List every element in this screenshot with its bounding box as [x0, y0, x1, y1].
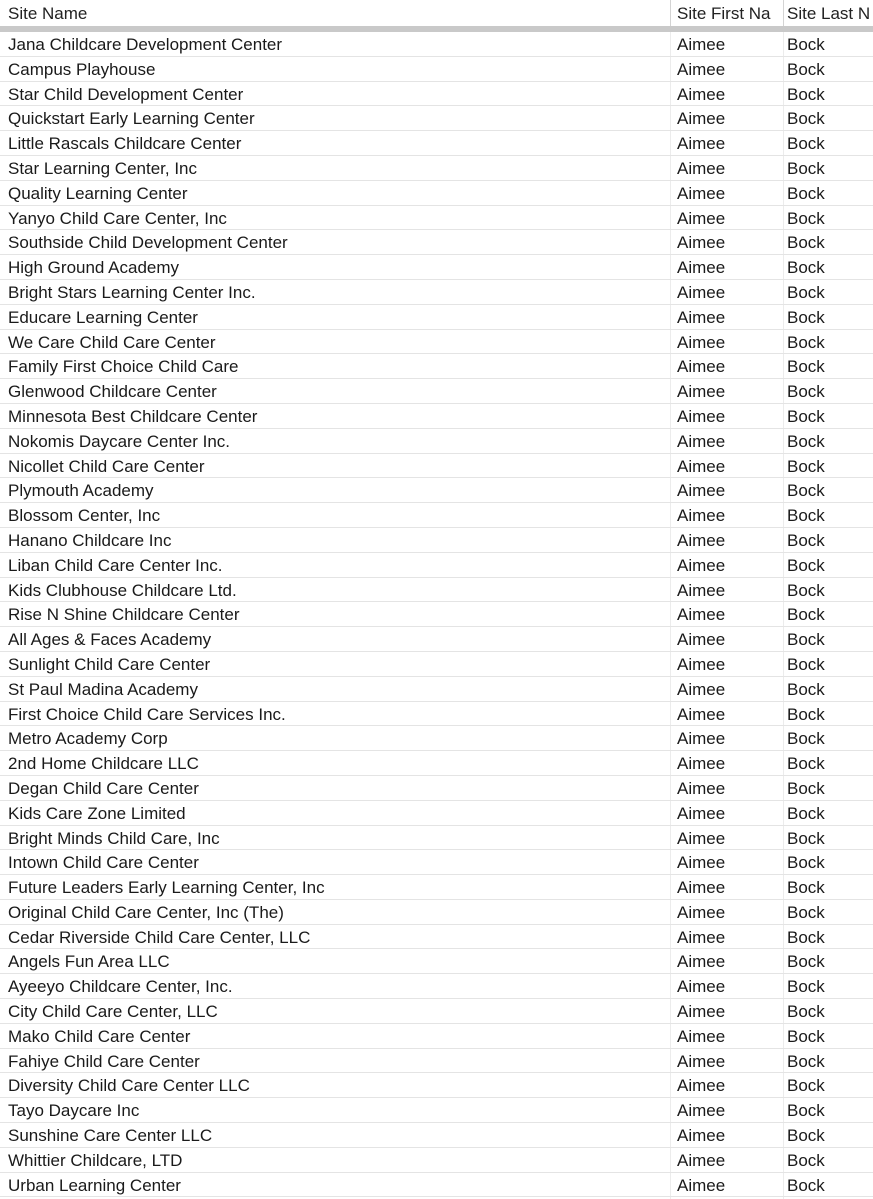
cell-site-first-name[interactable]: Aimee [677, 580, 726, 600]
cell-site-first-name[interactable]: Aimee [677, 878, 726, 898]
cell-site-first-name[interactable]: Aimee [677, 1002, 726, 1022]
cell-site-first-name[interactable]: Aimee [677, 902, 726, 922]
cell-site-name[interactable]: All Ages & Faces Academy [8, 630, 212, 650]
cell-site-first-name[interactable]: Aimee [677, 109, 726, 129]
table-body [0, 32, 873, 1197]
cell-site-name[interactable]: Diversity Child Care Center LLC [8, 1076, 250, 1096]
cell-site-last-name[interactable]: Bock [787, 183, 825, 203]
cell-site-last-name[interactable]: Bock [787, 778, 825, 798]
column-header-site-last-name[interactable]: Site Last N [787, 4, 871, 23]
cell-site-name[interactable]: Campus Playhouse [8, 59, 156, 79]
cell-site-name[interactable]: Jana Childcare Development Center [8, 35, 283, 54]
cell-site-name[interactable]: Quickstart Early Learning Center [8, 109, 255, 129]
table-row[interactable] [0, 1173, 873, 1198]
cell-site-name[interactable]: St Paul Madina Academy [8, 679, 198, 699]
cell-site-name[interactable]: Degan Child Care Center [8, 778, 199, 798]
cell-site-name[interactable]: Cedar Riverside Child Care Center, LLC [8, 927, 311, 947]
cell-site-name[interactable]: Bright Stars Learning Center Inc. [8, 282, 256, 302]
cell-site-first-name[interactable]: Aimee [677, 406, 726, 426]
table-row[interactable] [0, 106, 873, 131]
cell-site-first-name[interactable]: Aimee [677, 679, 726, 699]
table-row[interactable] [0, 702, 873, 727]
cell-site-first-name[interactable]: Aimee [677, 977, 726, 997]
cell-site-last-name[interactable]: Bock [787, 332, 825, 352]
cell-site-name[interactable]: Ayeeyo Childcare Center, Inc. [8, 977, 233, 997]
table-row[interactable] [0, 602, 873, 627]
cell-site-name[interactable]: Original Child Care Center, Inc (The) [8, 902, 284, 922]
cell-site-last-name[interactable]: Bock [787, 233, 825, 253]
cell-site-name[interactable]: Future Leaders Early Learning Center, Inc [8, 878, 325, 898]
cell-site-last-name[interactable]: Bock [787, 1076, 825, 1096]
cell-site-name[interactable]: Plymouth Academy [8, 481, 154, 501]
cell-site-name[interactable]: Nicollet Child Care Center [8, 456, 205, 476]
cell-site-last-name[interactable]: Bock [787, 977, 825, 997]
table-row[interactable] [0, 528, 873, 553]
cell-site-last-name[interactable]: Bock [787, 1150, 825, 1170]
cell-site-first-name[interactable]: Aimee [677, 828, 726, 848]
cell-site-first-name[interactable]: Aimee [677, 282, 726, 302]
cell-site-last-name[interactable]: Bock [787, 1101, 825, 1121]
cell-site-last-name[interactable]: Bock [787, 158, 825, 178]
cell-site-name[interactable]: Intown Child Care Center [8, 853, 199, 873]
cell-site-first-name[interactable]: Aimee [677, 382, 726, 402]
cell-site-last-name[interactable]: Bock [787, 530, 825, 550]
cell-site-first-name[interactable]: Aimee [677, 605, 726, 625]
cell-site-first-name[interactable]: Aimee [677, 853, 726, 873]
cell-site-name[interactable]: We Care Child Care Center [8, 332, 216, 352]
cell-site-name[interactable]: First Choice Child Care Services Inc. [8, 704, 286, 724]
table-row[interactable] [0, 826, 873, 851]
cell-site-first-name[interactable]: Aimee [677, 927, 726, 947]
column-header-site-first-name[interactable]: Site First Na [677, 4, 771, 23]
cell-site-name[interactable]: Nokomis Daycare Center Inc. [8, 431, 231, 451]
cell-site-first-name[interactable]: Aimee [677, 1051, 726, 1071]
table-row[interactable] [0, 354, 873, 379]
table-row[interactable] [0, 1073, 873, 1098]
cell-site-name[interactable]: 2nd Home Childcare LLC [8, 754, 199, 774]
cell-site-last-name[interactable]: Bock [787, 952, 825, 972]
table-row[interactable] [0, 999, 873, 1024]
table-row[interactable] [0, 379, 873, 404]
table-row[interactable] [0, 429, 873, 454]
cell-site-name[interactable]: Metro Academy Corp [8, 729, 168, 749]
table-row[interactable] [0, 875, 873, 900]
cell-site-first-name[interactable]: Aimee [677, 1076, 726, 1096]
cell-site-name[interactable]: Urban Learning Center [8, 1175, 181, 1195]
cell-site-name[interactable]: Star Child Development Center [8, 84, 244, 104]
table-row[interactable] [0, 57, 873, 82]
cell-site-name[interactable]: Liban Child Care Center Inc. [8, 555, 223, 575]
cell-site-name[interactable]: City Child Care Center, LLC [8, 1002, 218, 1022]
cell-site-last-name[interactable]: Bock [787, 357, 825, 377]
cell-site-last-name[interactable]: Bock [787, 208, 825, 228]
cell-site-first-name[interactable]: Aimee [677, 803, 726, 823]
cell-site-last-name[interactable]: Bock [787, 307, 825, 327]
table-row[interactable] [0, 974, 873, 999]
table-row[interactable] [0, 503, 873, 528]
cell-site-last-name[interactable]: Bock [787, 134, 825, 154]
table-row[interactable] [0, 131, 873, 156]
cell-site-last-name[interactable]: Bock [787, 1002, 825, 1022]
cell-site-last-name[interactable]: Bock [787, 902, 825, 922]
cell-site-first-name[interactable]: Aimee [677, 35, 726, 54]
cell-site-name[interactable]: Whittier Childcare, LTD [8, 1150, 183, 1170]
cell-site-name[interactable]: Kids Clubhouse Childcare Ltd. [8, 580, 237, 600]
cell-site-last-name[interactable]: Bock [787, 35, 825, 54]
cell-site-last-name[interactable]: Bock [787, 630, 825, 650]
cell-site-last-name[interactable]: Bock [787, 456, 825, 476]
table-row[interactable] [0, 900, 873, 925]
cell-site-last-name[interactable]: Bock [787, 1126, 825, 1146]
table-header [0, 0, 873, 26]
cell-site-first-name[interactable]: Aimee [677, 258, 726, 278]
column-resize-handle[interactable] [783, 0, 784, 26]
cell-site-last-name[interactable]: Bock [787, 853, 825, 873]
cell-site-last-name[interactable]: Bock [787, 282, 825, 302]
table-row[interactable] [0, 404, 873, 429]
cell-site-name[interactable]: Blossom Center, Inc [8, 506, 161, 526]
table-row[interactable] [0, 949, 873, 974]
cell-site-last-name[interactable]: Bock [787, 927, 825, 947]
cell-site-first-name[interactable]: Aimee [677, 134, 726, 154]
table-row[interactable] [0, 454, 873, 479]
table-row[interactable] [0, 1123, 873, 1148]
cell-site-first-name[interactable]: Aimee [677, 357, 726, 377]
cell-site-last-name[interactable]: Bock [787, 1026, 825, 1046]
cell-site-name[interactable]: Educare Learning Center [8, 307, 198, 327]
cell-site-name[interactable]: Rise N Shine Childcare Center [8, 605, 240, 625]
cell-site-first-name[interactable]: Aimee [677, 158, 726, 178]
table-row[interactable] [0, 330, 873, 355]
table-row[interactable] [0, 156, 873, 181]
cell-site-first-name[interactable]: Aimee [677, 729, 726, 749]
cell-site-name[interactable]: Mako Child Care Center [8, 1026, 191, 1046]
cell-site-last-name[interactable]: Bock [787, 481, 825, 501]
cell-site-first-name[interactable]: Aimee [677, 1150, 726, 1170]
cell-site-last-name[interactable]: Bock [787, 729, 825, 749]
cell-site-last-name[interactable]: Bock [787, 382, 825, 402]
cell-site-name[interactable]: Glenwood Childcare Center [8, 382, 217, 402]
cell-site-first-name[interactable]: Aimee [677, 233, 726, 253]
table-row[interactable] [0, 925, 873, 950]
cell-site-last-name[interactable]: Bock [787, 828, 825, 848]
table-row[interactable] [0, 726, 873, 751]
cell-site-first-name[interactable]: Aimee [677, 456, 726, 476]
cell-site-name[interactable]: Hanano Childcare Inc [8, 530, 172, 550]
cell-site-first-name[interactable]: Aimee [677, 630, 726, 650]
table-row[interactable] [0, 206, 873, 231]
table-row[interactable] [0, 1024, 873, 1049]
cell-site-first-name[interactable]: Aimee [677, 307, 726, 327]
cell-site-name[interactable]: Fahiye Child Care Center [8, 1051, 200, 1071]
cell-site-name[interactable]: Family First Choice Child Care [8, 357, 239, 377]
cell-site-first-name[interactable]: Aimee [677, 59, 726, 79]
cell-site-last-name[interactable]: Bock [787, 679, 825, 699]
table-row[interactable] [0, 776, 873, 801]
cell-site-name[interactable]: High Ground Academy [8, 258, 180, 278]
cell-site-last-name[interactable]: Bock [787, 406, 825, 426]
table-row[interactable] [0, 677, 873, 702]
table-row[interactable] [0, 850, 873, 875]
cell-site-last-name[interactable]: Bock [787, 109, 825, 129]
table-row[interactable] [0, 32, 873, 57]
cell-site-last-name[interactable]: Bock [787, 506, 825, 526]
cell-site-first-name[interactable]: Aimee [677, 183, 726, 203]
table-row[interactable] [0, 305, 873, 330]
cell-site-first-name[interactable]: Aimee [677, 754, 726, 774]
table-row[interactable] [0, 181, 873, 206]
cell-site-last-name[interactable]: Bock [787, 803, 825, 823]
cell-site-first-name[interactable]: Aimee [677, 332, 726, 352]
cell-site-last-name[interactable]: Bock [787, 84, 825, 104]
cell-site-name[interactable]: Sunlight Child Care Center [8, 654, 211, 674]
table-row[interactable] [0, 1148, 873, 1173]
cell-site-name[interactable]: Angels Fun Area LLC [8, 952, 170, 972]
cell-site-name[interactable]: Bright Minds Child Care, Inc [8, 828, 220, 848]
cell-site-name[interactable]: Minnesota Best Childcare Center [8, 406, 258, 426]
cell-site-name[interactable]: Star Learning Center, Inc [8, 158, 198, 178]
cell-site-first-name[interactable]: Aimee [677, 1101, 726, 1121]
table-row[interactable] [0, 230, 873, 255]
cell-site-first-name[interactable]: Aimee [677, 208, 726, 228]
cell-site-name[interactable]: Sunshine Care Center LLC [8, 1126, 213, 1146]
cell-site-last-name[interactable]: Bock [787, 654, 825, 674]
table-row[interactable] [0, 255, 873, 280]
cell-site-first-name[interactable]: Aimee [677, 555, 726, 575]
column-resize-handle[interactable] [670, 0, 671, 26]
cell-site-first-name[interactable]: Aimee [677, 84, 726, 104]
cell-site-last-name[interactable]: Bock [787, 258, 825, 278]
table-row[interactable] [0, 751, 873, 776]
cell-site-name[interactable]: Little Rascals Childcare Center [8, 134, 242, 154]
cell-site-first-name[interactable]: Aimee [677, 530, 726, 550]
cell-site-first-name[interactable]: Aimee [677, 1126, 726, 1146]
cell-site-last-name[interactable]: Bock [787, 704, 825, 724]
table-row[interactable] [0, 1098, 873, 1123]
cell-site-name[interactable]: Tayo Daycare Inc [8, 1101, 140, 1121]
cell-site-name[interactable]: Southside Child Development Center [8, 233, 288, 253]
table-row[interactable] [0, 280, 873, 305]
cell-site-first-name[interactable]: Aimee [677, 481, 726, 501]
cell-site-first-name[interactable]: Aimee [677, 778, 726, 798]
cell-site-last-name[interactable]: Bock [787, 1175, 825, 1195]
cell-site-first-name[interactable]: Aimee [677, 431, 726, 451]
table-row[interactable] [0, 578, 873, 603]
table-row[interactable] [0, 801, 873, 826]
table-row[interactable] [0, 553, 873, 578]
cell-site-last-name[interactable]: Bock [787, 1051, 825, 1071]
cell-site-last-name[interactable]: Bock [787, 580, 825, 600]
cell-site-name[interactable]: Yanyo Child Care Center, Inc [8, 208, 227, 228]
cell-site-first-name[interactable]: Aimee [677, 1026, 726, 1046]
cell-site-name[interactable]: Kids Care Zone Limited [8, 803, 186, 823]
table-row[interactable] [0, 652, 873, 677]
cell-site-first-name[interactable]: Aimee [677, 704, 726, 724]
column-header-site-name[interactable]: Site Name [8, 4, 88, 23]
cell-site-first-name[interactable]: Aimee [677, 506, 726, 526]
cell-site-first-name[interactable]: Aimee [677, 952, 726, 972]
cell-site-first-name[interactable]: Aimee [677, 1175, 726, 1195]
table-row[interactable] [0, 82, 873, 107]
table-row[interactable] [0, 1049, 873, 1074]
table-row[interactable] [0, 478, 873, 503]
cell-site-first-name[interactable]: Aimee [677, 654, 726, 674]
table-row[interactable] [0, 627, 873, 652]
cell-site-last-name[interactable]: Bock [787, 754, 825, 774]
cell-site-last-name[interactable]: Bock [787, 59, 825, 79]
cell-site-last-name[interactable]: Bock [787, 555, 825, 575]
cell-site-last-name[interactable]: Bock [787, 431, 825, 451]
cell-site-last-name[interactable]: Bock [787, 605, 825, 625]
cell-site-name[interactable]: Quality Learning Center [8, 183, 188, 203]
cell-site-last-name[interactable]: Bock [787, 878, 825, 898]
